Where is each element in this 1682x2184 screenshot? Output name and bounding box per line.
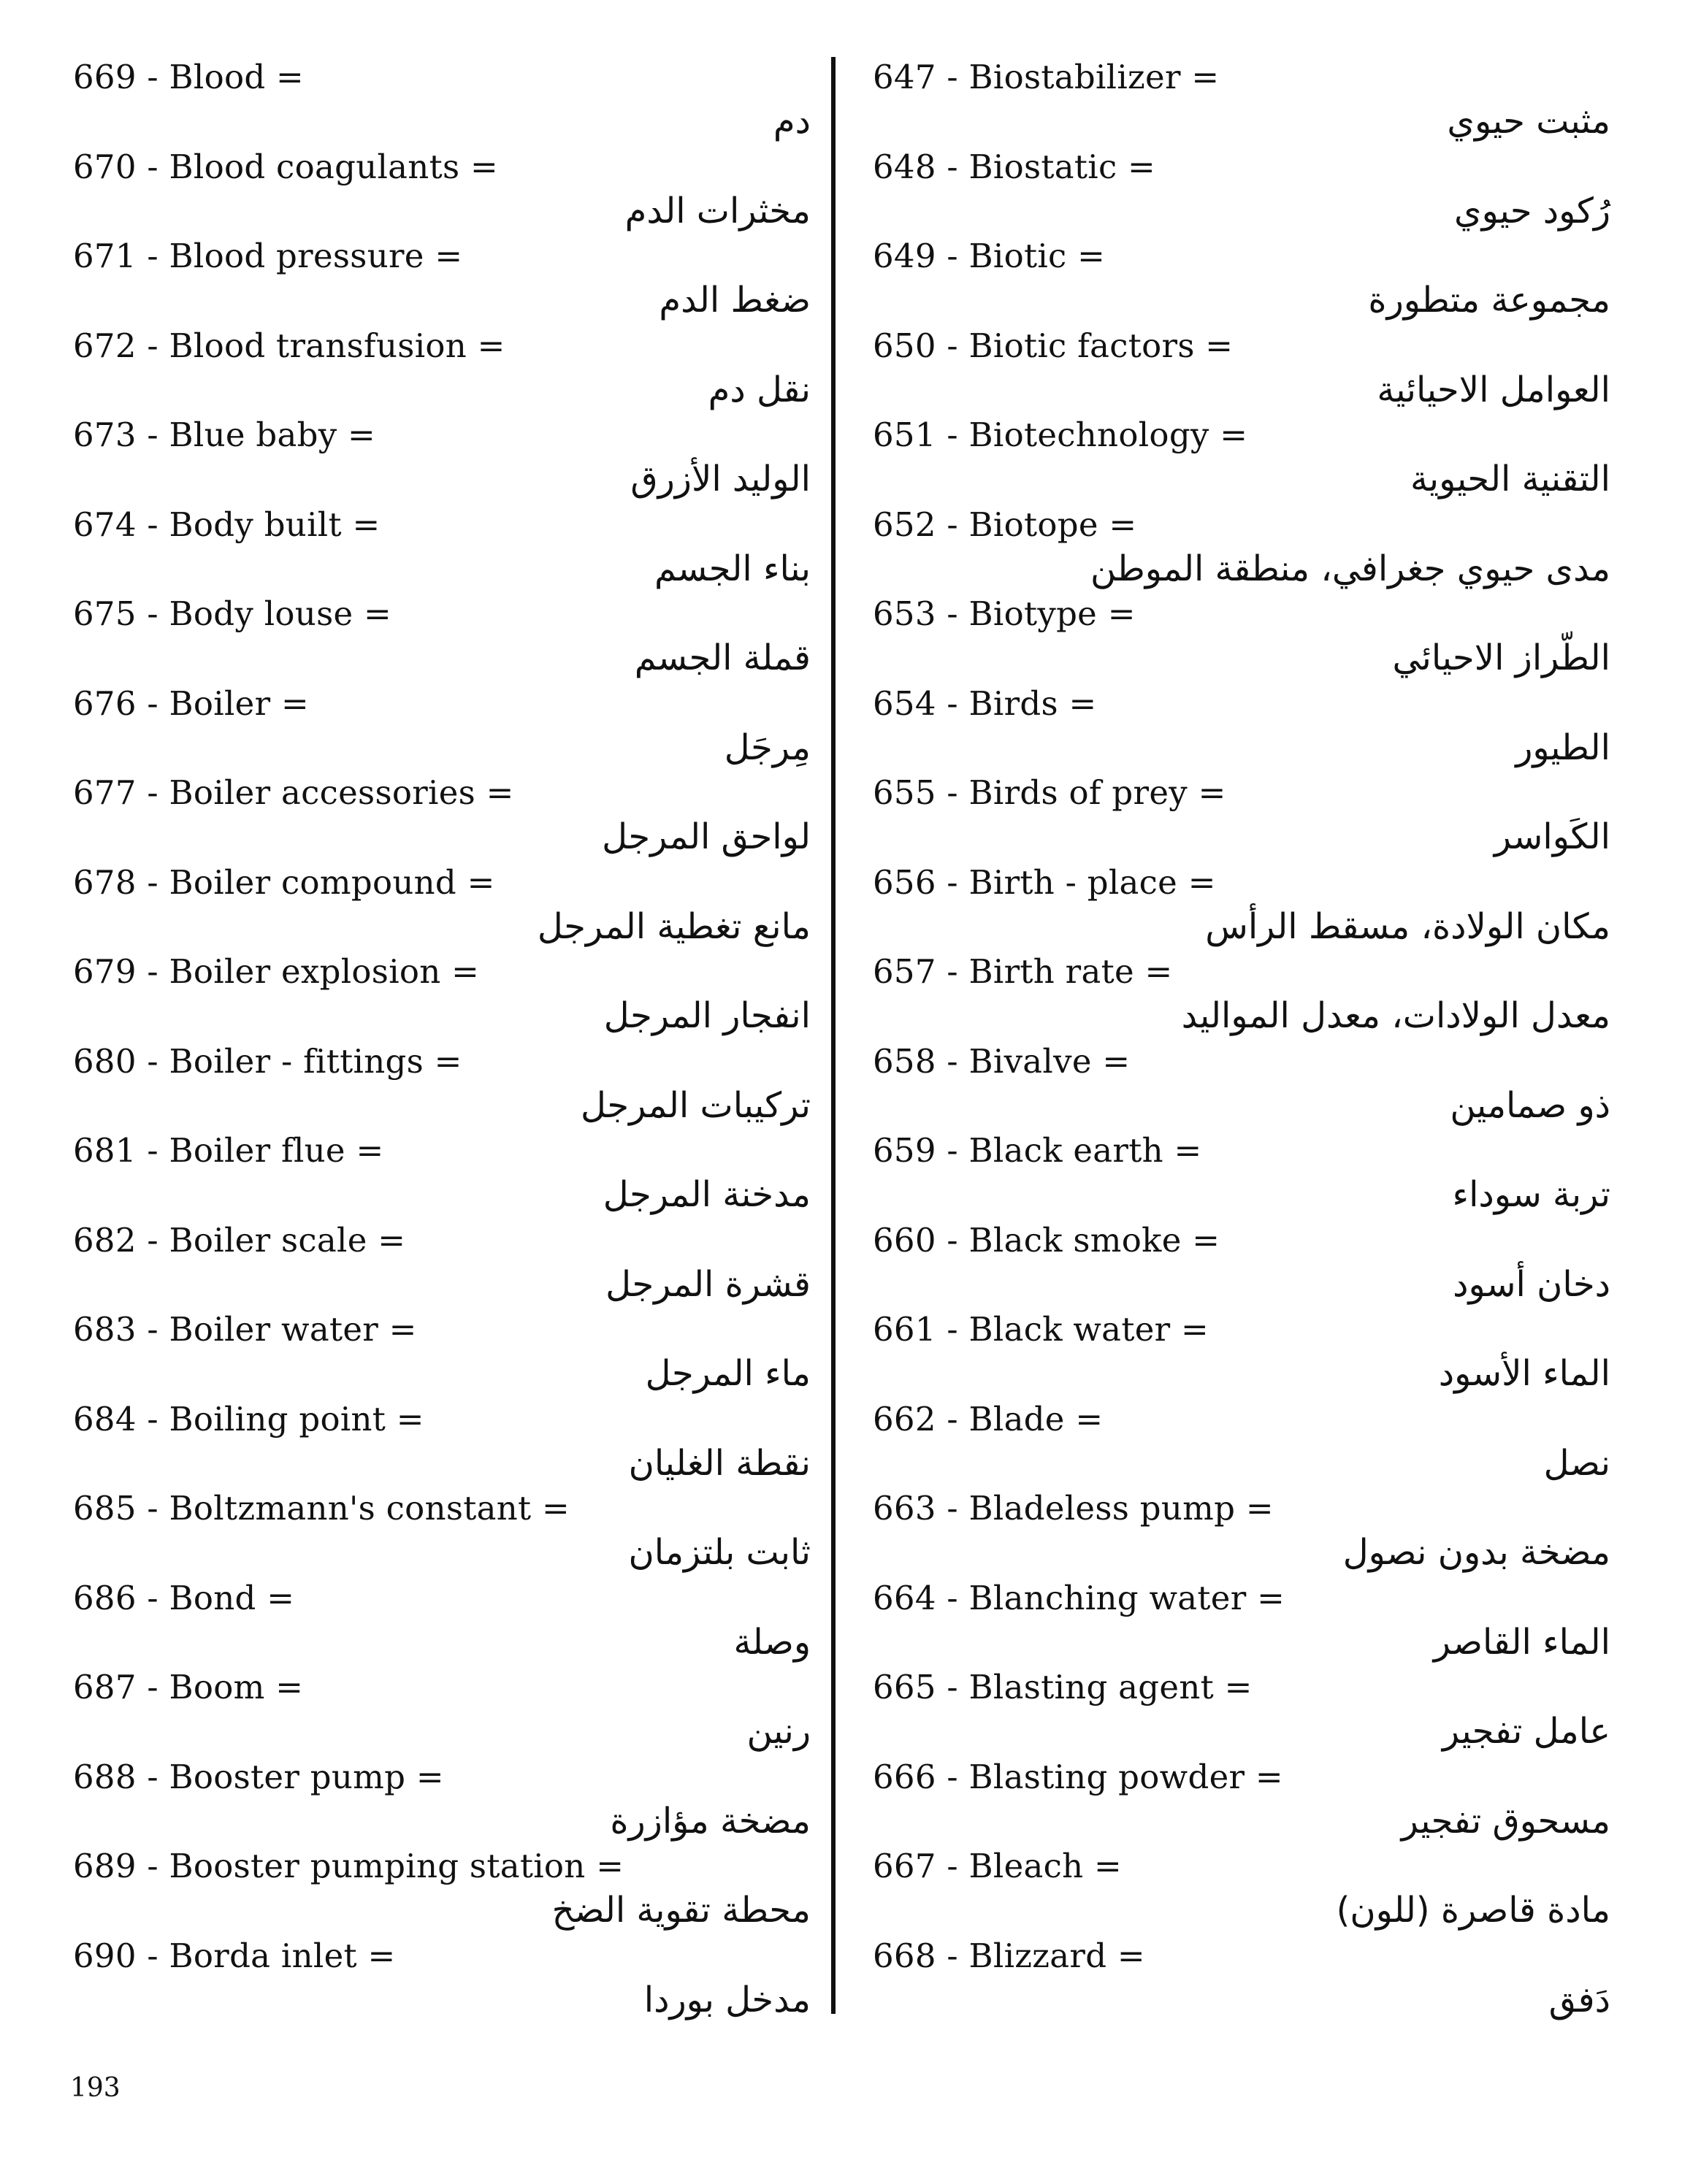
english-term: 647 - Biostabilizer = (873, 58, 1220, 96)
arabic-translation: قشرة المرجل (605, 1263, 811, 1305)
glossary-entry (73, 1936, 811, 2026)
arabic-translation: الوليد الأزرق (630, 459, 811, 499)
english-term: 678 - Boiler compound = (73, 862, 495, 902)
glossary-entry (873, 505, 1610, 594)
arabic-translation: نقطة الغليان (628, 1442, 811, 1484)
english-term: 669 - Blood = (73, 58, 305, 96)
glossary-entry (73, 683, 811, 773)
arabic-translation: الطيور (1515, 727, 1610, 768)
glossary-entry (73, 415, 811, 505)
english-term: 651 - Biotechnology = (873, 415, 1248, 454)
arabic-translation: ماء المرجل (645, 1353, 811, 1394)
english-term: 657 - Birth rate = (873, 952, 1173, 991)
english-term: 677 - Boiler accessories = (73, 773, 514, 812)
english-term: 648 - Biostatic = (873, 147, 1156, 186)
glossary-entry (873, 1399, 1610, 1489)
arabic-translation: تركيبات المرجل (581, 1084, 811, 1126)
arabic-translation: رُكود حيوي (1454, 190, 1610, 231)
glossary-entry (873, 1667, 1610, 1757)
glossary-entry (873, 1846, 1610, 1936)
arabic-translation: دخان أسود (1453, 1263, 1610, 1305)
english-term: 676 - Boiler = (73, 683, 310, 723)
glossary-entry (873, 951, 1610, 1041)
arabic-translation: الكَواسر (1494, 816, 1610, 857)
left-column (73, 57, 811, 2025)
arabic-translation: مكان الولادة، مسقط الرأس (1205, 905, 1610, 947)
glossary-entry (73, 57, 811, 147)
english-term: 675 - Body louse = (73, 594, 391, 633)
arabic-translation: مادة قاصرة (للون) (1336, 1890, 1610, 1931)
arabic-translation: مسحوق تفجير (1401, 1800, 1610, 1842)
arabic-translation: الطّراز الاحيائي (1392, 637, 1610, 678)
arabic-translation: مِرجَل (724, 727, 811, 768)
glossary-entry (73, 1399, 811, 1489)
arabic-translation: الماء القاصر (1433, 1621, 1610, 1663)
glossary-entry (73, 1667, 811, 1757)
english-term: 686 - Bond = (73, 1578, 295, 1617)
english-term: 649 - Biotic = (873, 237, 1106, 275)
arabic-translation: لواحق المرجل (602, 816, 811, 857)
arabic-translation: رنين (746, 1711, 811, 1752)
english-term: 673 - Blue baby = (73, 415, 376, 454)
glossary-entry (73, 1757, 811, 1847)
glossary-entry (73, 951, 811, 1041)
glossary-entry (73, 1041, 811, 1131)
arabic-translation: مضخة بدون نصول (1342, 1532, 1610, 1573)
arabic-translation: انفجار المرجل (603, 995, 811, 1036)
glossary-entry (873, 862, 1610, 952)
glossary-entry (73, 1309, 811, 1399)
glossary-entry (873, 236, 1610, 326)
english-term: 671 - Blood pressure = (73, 237, 463, 275)
english-term: 674 - Body built = (73, 505, 381, 544)
glossary-entry (73, 1488, 811, 1578)
arabic-translation: دم (773, 101, 811, 142)
arabic-translation: وصلة (733, 1621, 811, 1663)
right-column (873, 57, 1610, 2025)
english-term: 653 - Biotype = (873, 594, 1136, 633)
english-term: 689 - Booster pumping station = (73, 1847, 624, 1885)
glossary-entry (873, 326, 1610, 415)
arabic-translation: تربة سوداء (1452, 1174, 1610, 1215)
english-term: 666 - Blasting powder = (873, 1757, 1283, 1796)
english-term: 663 - Bladeless pump = (873, 1489, 1274, 1528)
glossary-entry (73, 1220, 811, 1310)
english-term: 685 - Boltzmann's constant = (73, 1489, 570, 1528)
glossary-entry (873, 1936, 1610, 2026)
glossary-entry (873, 1488, 1610, 1578)
arabic-translation: مجموعة متطورة (1368, 280, 1610, 321)
arabic-translation: ذو صمامين (1450, 1084, 1610, 1126)
glossary-entry (873, 683, 1610, 773)
arabic-translation: مدخل بوردا (643, 1979, 811, 2020)
glossary-entry (73, 594, 811, 683)
arabic-translation: الماء الأسود (1438, 1353, 1610, 1394)
english-term: 664 - Blanching water = (873, 1578, 1285, 1617)
english-term: 658 - Bivalve = (873, 1041, 1131, 1081)
arabic-translation: محطة تقوية الضخ (551, 1890, 811, 1931)
arabic-translation: عامل تفجير (1442, 1711, 1610, 1752)
english-term: 682 - Boiler scale = (73, 1220, 406, 1260)
glossary-entry (873, 1220, 1610, 1310)
glossary-entry (73, 773, 811, 862)
english-term: 665 - Blasting agent = (873, 1668, 1253, 1706)
arabic-translation: العوامل الاحيائية (1377, 369, 1610, 410)
english-term: 667 - Bleach = (873, 1847, 1123, 1885)
english-term: 681 - Boiler flue = (73, 1131, 384, 1170)
glossary-entry (73, 505, 811, 594)
english-term: 672 - Blood transfusion = (73, 326, 505, 365)
glossary-entry (73, 1846, 811, 1936)
arabic-translation: قملة الجسم (634, 637, 811, 678)
glossary-entry (873, 1041, 1610, 1131)
column-divider (831, 57, 836, 2014)
glossary-entry (73, 147, 811, 237)
english-term: 688 - Booster pump = (73, 1757, 444, 1796)
arabic-translation: مثبت حيوي (1447, 101, 1610, 142)
english-term: 659 - Black earth = (873, 1131, 1202, 1170)
arabic-translation: ثابت بلتزمان (628, 1532, 811, 1573)
glossary-entry (73, 862, 811, 952)
glossary-entry (873, 1130, 1610, 1220)
arabic-translation: دَفق (1548, 1979, 1610, 2020)
english-term: 680 - Boiler - fittings = (73, 1041, 462, 1081)
glossary-entry (873, 1757, 1610, 1847)
glossary-entry (873, 1309, 1610, 1399)
arabic-translation: ضغط الدم (659, 280, 811, 321)
arabic-translation: نقل دم (708, 369, 811, 410)
arabic-translation: مدى حيوي جغرافي، منطقة الموطن (1090, 548, 1610, 589)
glossary-entry (73, 1130, 811, 1220)
english-term: 655 - Birds of prey = (873, 773, 1226, 812)
glossary-entry (873, 1578, 1610, 1668)
glossary-entry (873, 415, 1610, 505)
english-term: 650 - Biotic factors = (873, 326, 1234, 365)
arabic-translation: مخثرات الدم (624, 190, 811, 231)
english-term: 654 - Birds = (873, 683, 1097, 723)
english-term: 668 - Blizzard = (873, 1936, 1145, 1975)
arabic-translation: نصل (1543, 1442, 1610, 1484)
english-term: 690 - Borda inlet = (73, 1936, 396, 1975)
glossary-entry (73, 326, 811, 415)
english-term: 662 - Blade = (873, 1399, 1104, 1438)
arabic-translation: بناء الجسم (654, 548, 811, 589)
english-term: 687 - Boom = (73, 1668, 304, 1706)
arabic-translation: مدخنة المرجل (603, 1174, 811, 1215)
english-term: 660 - Black smoke = (873, 1220, 1220, 1260)
page-number: 193 (70, 2073, 121, 2103)
glossary-entry (873, 594, 1610, 683)
english-term: 661 - Black water = (873, 1310, 1209, 1349)
english-term: 670 - Blood coagulants = (73, 147, 498, 186)
glossary-entry (873, 773, 1610, 862)
arabic-translation: مضخة مؤازرة (610, 1800, 811, 1842)
arabic-translation: التقنية الحيوية (1410, 459, 1610, 499)
glossary-entry (873, 147, 1610, 237)
glossary-entry (873, 57, 1610, 147)
english-term: 656 - Birth - place = (873, 862, 1216, 902)
english-term: 652 - Biotope = (873, 505, 1137, 544)
arabic-translation: مانع تغطية المرجل (537, 905, 811, 947)
arabic-translation: معدل الولادات، معدل المواليد (1181, 995, 1610, 1036)
glossary-entry (73, 236, 811, 326)
english-term: 683 - Boiler water = (73, 1310, 417, 1349)
english-term: 684 - Boiling point = (73, 1399, 424, 1438)
english-term: 679 - Boiler explosion = (73, 952, 480, 991)
glossary-entry (73, 1578, 811, 1668)
